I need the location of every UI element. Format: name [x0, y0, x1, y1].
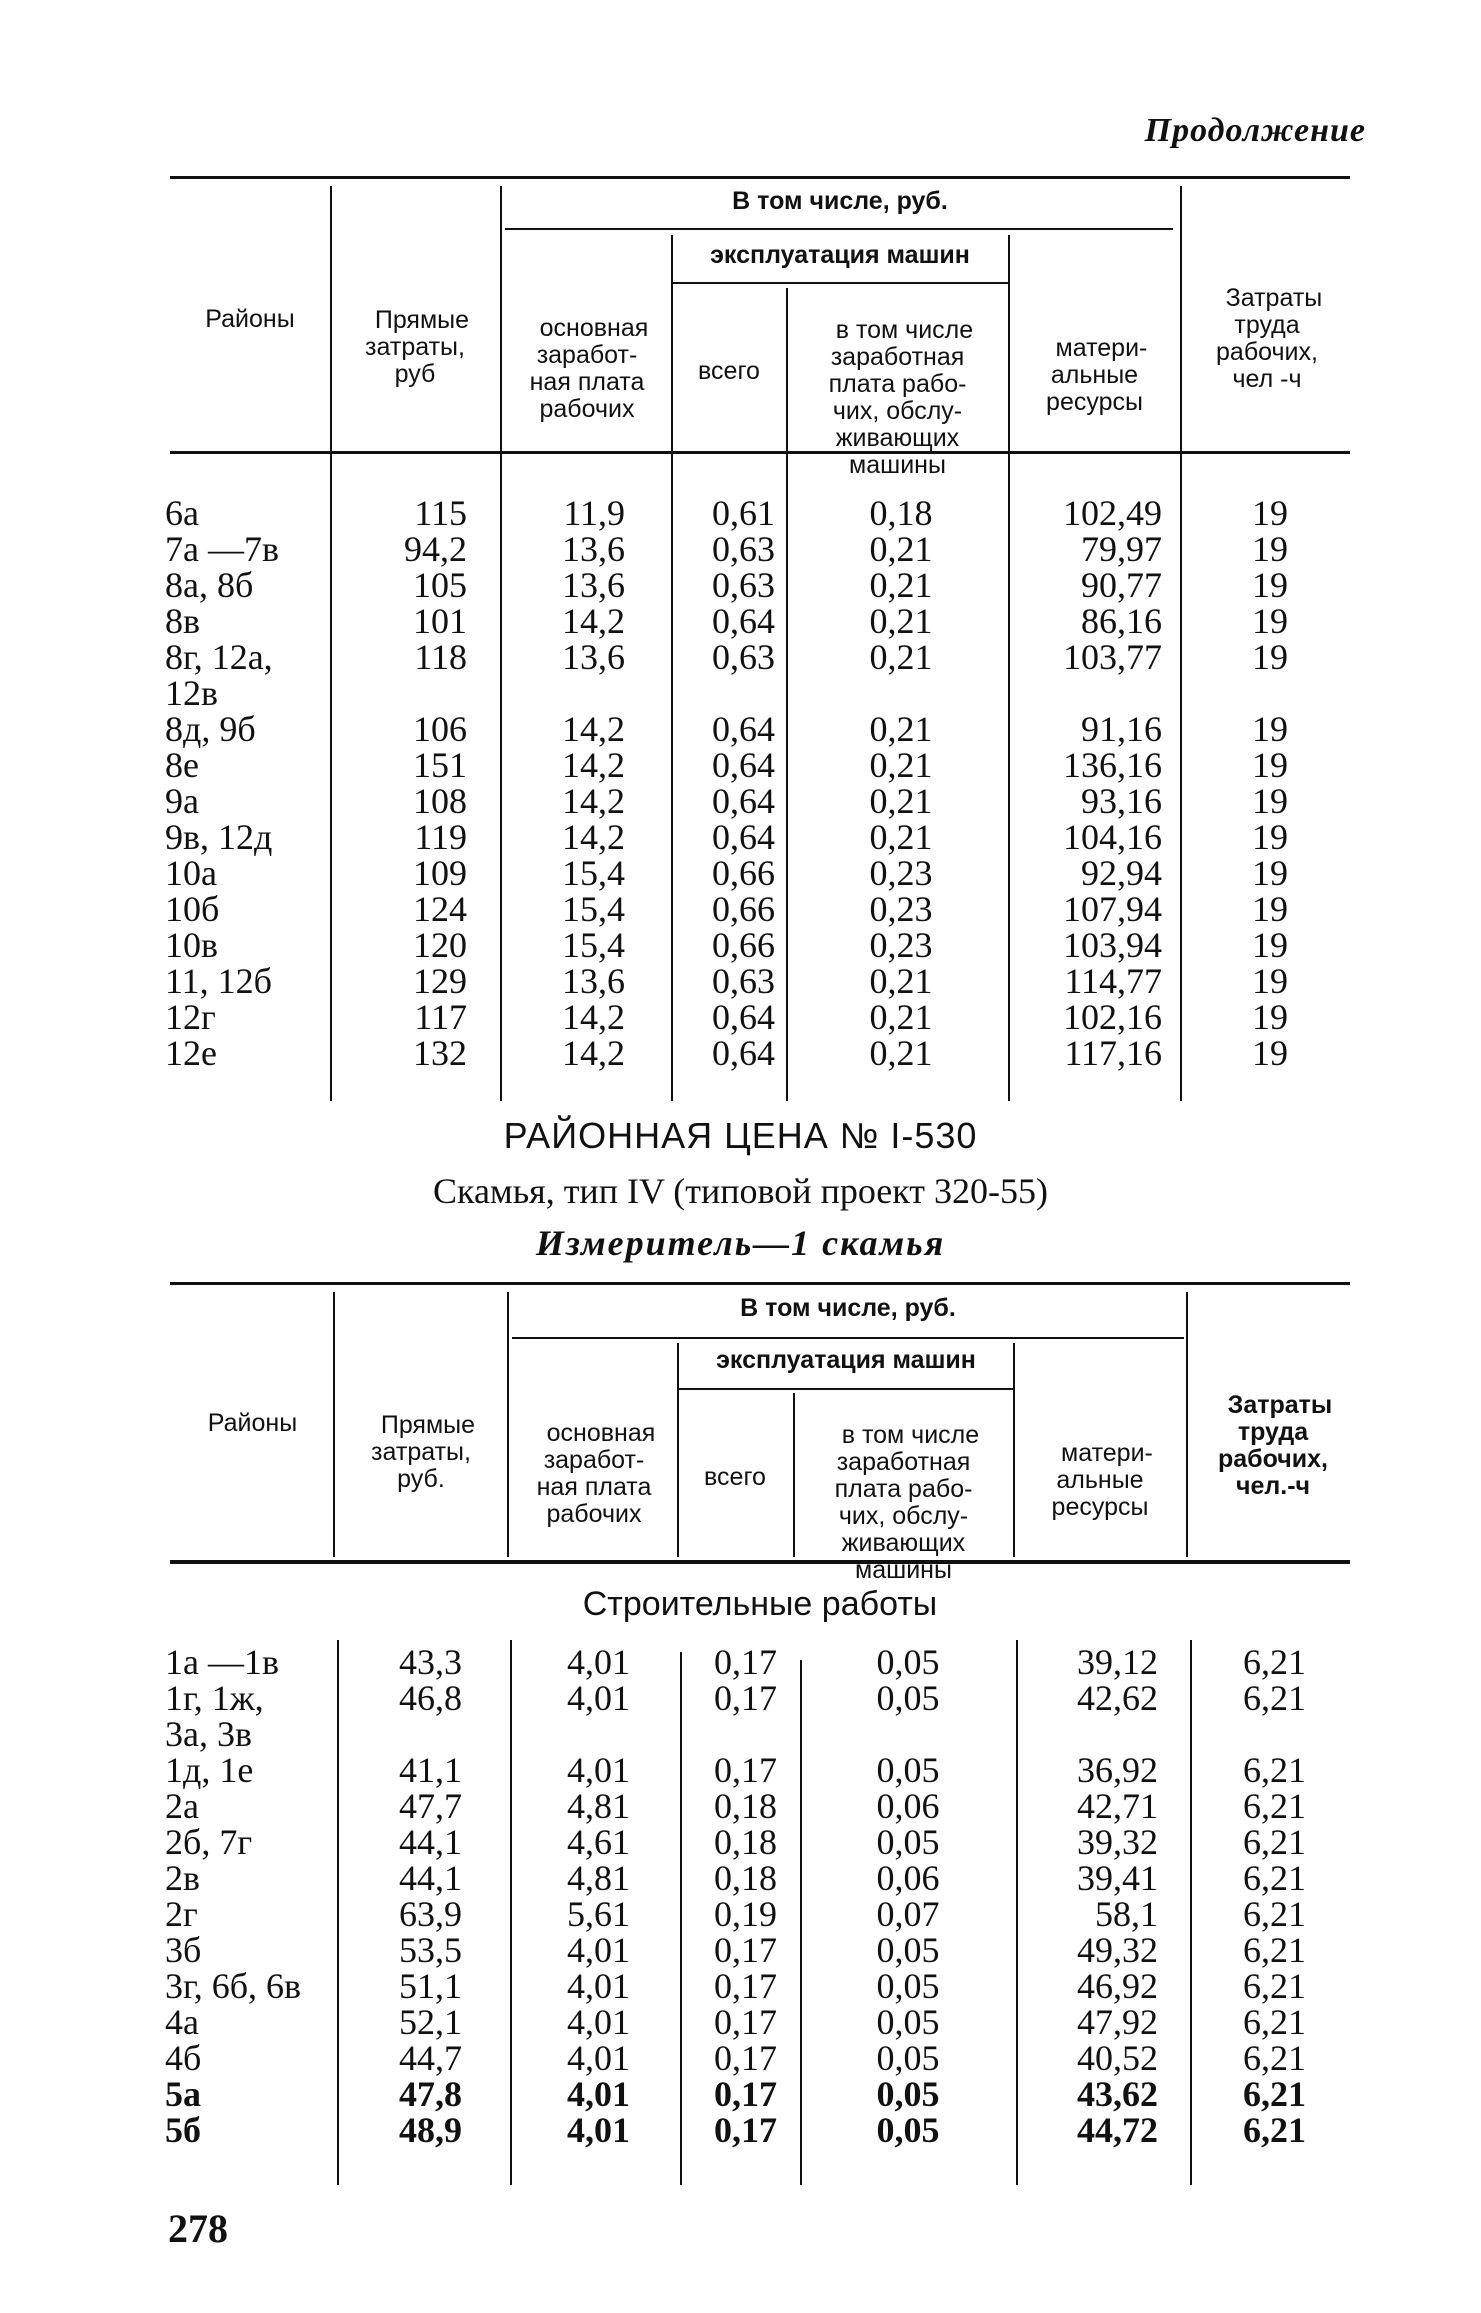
table-cell: 14,2	[562, 997, 625, 1037]
table-cell: 19	[1252, 961, 1288, 1001]
table2-col-zatraty	[1192, 1644, 1357, 2148]
table-cell: 117,16	[1064, 1033, 1162, 1073]
table-cell: 0,21	[869, 709, 933, 749]
table-cell: 4,01	[567, 2002, 630, 2042]
header-rayony: Районы	[205, 305, 295, 333]
header-v-tom-chisle: В том числе, руб.	[732, 187, 948, 215]
table1-vline	[1008, 235, 1010, 1101]
table-cell: 46,92	[1077, 1966, 1158, 2006]
table1-col-zp	[795, 495, 1007, 1071]
table-cell: 6,21	[1243, 1642, 1306, 1682]
header-osnovnaya: основная заработ- ная плата рабочих	[529, 314, 649, 423]
header-vsego: всего	[704, 1463, 766, 1491]
table-cell: 0,63	[712, 529, 775, 569]
table-cell: 44,7	[399, 2038, 462, 2078]
table-cell: 6,21	[1243, 2038, 1306, 2078]
header-vsego: всего	[698, 357, 760, 385]
table-cell: 19	[1252, 853, 1288, 893]
table-cell: 49,32	[1077, 1930, 1158, 1970]
table-cell: 6,21	[1243, 1822, 1306, 1862]
table-cell: 19	[1252, 709, 1288, 749]
table-cell: 4,61	[567, 1822, 630, 1862]
table-cell: 103,77	[1063, 637, 1162, 677]
table-cell: 6,21	[1243, 1678, 1306, 1718]
table-cell: 0,07	[876, 1894, 940, 1934]
table-cell: 12в	[165, 673, 218, 713]
table-cell: 1а —1в	[165, 1642, 279, 1682]
table-cell: 58,1	[1095, 1894, 1158, 1934]
table-cell: 0,18	[714, 1822, 777, 1862]
table2-vline	[1013, 1343, 1015, 1557]
table1-group-rule	[505, 228, 1173, 230]
table-cell: 0,05	[876, 2074, 940, 2114]
table-cell: 8г, 12а,	[165, 637, 273, 677]
table-cell: 6а	[165, 493, 199, 533]
table-cell: 0,17	[714, 2002, 777, 2042]
header-zp: в том числе заработная плата рабо- чих, обслу- живающих машины	[828, 316, 974, 479]
table2-body-vline	[337, 1640, 339, 2185]
table-cell: 8е	[165, 745, 199, 785]
table-cell: 39,32	[1077, 1822, 1158, 1862]
table-cell: 12е	[165, 1033, 217, 1073]
table-cell: 4,81	[567, 1858, 630, 1898]
table-cell: 4,01	[567, 2110, 630, 2150]
table1-col-zatraty	[1185, 495, 1355, 1071]
table-cell: 132	[413, 1033, 467, 1073]
table1-vline	[786, 288, 788, 1101]
table-cell: 8в	[165, 601, 200, 641]
table-cell: 107,94	[1063, 889, 1162, 929]
table-cell: 114,77	[1064, 961, 1162, 1001]
header-pryamye: Прямые затраты, руб.	[371, 1411, 476, 1493]
price-title: РАЙОННАЯ ЦЕНА № I-530	[503, 1115, 978, 1156]
table-cell: 108	[413, 781, 467, 821]
table-cell: 6,21	[1243, 1894, 1306, 1934]
table-cell: 42,71	[1077, 1786, 1158, 1826]
table1-col-rayony	[165, 495, 330, 1071]
table-cell: 2г	[165, 1894, 198, 1934]
table2-subgroup-rule	[678, 1388, 1013, 1390]
table2-top-rule	[170, 1282, 1350, 1285]
table-cell: 6,21	[1243, 1930, 1306, 1970]
table-cell: 0,21	[869, 745, 933, 785]
table-cell: 47,8	[399, 2074, 462, 2114]
table-cell: 19	[1252, 781, 1288, 821]
table-cell: 4,01	[567, 1678, 630, 1718]
table-cell: 0,06	[876, 1786, 940, 1826]
table1-col-osnovnaya	[505, 495, 625, 1071]
table-cell: 0,18	[714, 1786, 777, 1826]
table-cell: 93,16	[1081, 781, 1162, 821]
table-cell: 0,64	[712, 817, 775, 857]
table-cell: 12г	[165, 997, 216, 1037]
table-cell	[340, 1716, 462, 1752]
table2-vline	[793, 1393, 795, 1557]
header-materialnye: матери- альные ресурсы	[1051, 1439, 1153, 1521]
table-cell: 0,17	[714, 1678, 777, 1718]
table-cell	[512, 1716, 630, 1752]
table-cell: 44,72	[1077, 2110, 1158, 2150]
table-cell	[505, 675, 625, 711]
table-cell: 44,1	[399, 1822, 462, 1862]
table-cell: 19	[1252, 997, 1288, 1037]
header-osnovnaya: основная заработ- ная плата рабочих	[536, 1419, 656, 1528]
table-cell: 4,01	[567, 2038, 630, 2078]
table-cell: 15,4	[562, 853, 625, 893]
table-cell: 0,66	[712, 853, 775, 893]
table-cell: 6,21	[1243, 1966, 1306, 2006]
table-cell: 19	[1252, 889, 1288, 929]
table-cell: 124	[413, 889, 467, 929]
table-cell: 109	[413, 853, 467, 893]
table-cell: 129	[413, 961, 467, 1001]
table-cell: 14,2	[562, 817, 625, 857]
table-cell: 106	[413, 709, 467, 749]
table-cell: 0,66	[712, 889, 775, 929]
table-cell: 11,9	[563, 493, 625, 533]
table-cell: 40,52	[1077, 2038, 1158, 2078]
table-cell: 92,94	[1081, 853, 1162, 893]
table-cell: 51,1	[399, 1966, 462, 2006]
table-cell: 4,01	[567, 1966, 630, 2006]
table-cell: 19	[1252, 601, 1288, 641]
table-cell: 42,62	[1077, 1678, 1158, 1718]
table-cell: 0,17	[714, 1966, 777, 2006]
table-cell: 0,64	[712, 601, 775, 641]
table-cell: 0,21	[869, 637, 933, 677]
table-cell: 6,21	[1243, 1858, 1306, 1898]
table-cell: 1г, 1ж,	[165, 1678, 264, 1718]
table-cell: 115	[414, 493, 467, 533]
table-cell	[675, 675, 775, 711]
table-cell: 11, 12б	[165, 961, 272, 1001]
table-cell: 14,2	[562, 1033, 625, 1073]
table-cell: 63,9	[399, 1894, 462, 1934]
continuation-label: Продолжение	[1144, 112, 1366, 149]
table2-col-rayony	[165, 1644, 335, 2148]
table1-header-rule	[170, 451, 1350, 454]
table-cell: 103,94	[1063, 925, 1162, 965]
table-cell: 41,1	[399, 1750, 462, 1790]
table-cell: 3г, 6б, 6в	[165, 1966, 302, 2006]
table-cell: 6,21	[1243, 2110, 1306, 2150]
table-cell	[682, 1716, 777, 1752]
table-cell: 102,16	[1063, 997, 1162, 1037]
section-title: Строительные работы	[582, 1585, 938, 1623]
table-cell: 2а	[165, 1786, 199, 1826]
table-cell: 19	[1252, 817, 1288, 857]
table-cell: 151	[413, 745, 467, 785]
table-cell: 0,19	[714, 1894, 777, 1934]
table2-vline	[333, 1292, 335, 1557]
table-cell: 0,21	[869, 817, 933, 857]
table-cell: 39,12	[1077, 1642, 1158, 1682]
table-cell: 10б	[165, 889, 220, 929]
table-cell: 6,21	[1243, 1786, 1306, 1826]
measure-unit: Измеритель—1 скамья	[535, 1223, 946, 1263]
table-cell: 0,21	[869, 961, 933, 1001]
table2-vline	[1186, 1292, 1188, 1557]
table-cell: 0,64	[712, 745, 775, 785]
table-cell: 44,1	[399, 1858, 462, 1898]
table-cell: 0,05	[876, 1930, 940, 1970]
table-cell: 7а —7в	[165, 529, 279, 569]
table-cell: 136,16	[1063, 745, 1162, 785]
table-cell: 5б	[165, 2110, 201, 2150]
table-cell: 0,21	[869, 601, 933, 641]
table-cell: 10а	[165, 853, 217, 893]
table1-vline	[330, 186, 332, 1101]
header-rayony: Районы	[207, 1409, 298, 1437]
table-cell: 0,17	[714, 1642, 777, 1682]
table-cell: 4а	[165, 2002, 199, 2042]
table-cell: 0,23	[869, 925, 933, 965]
header-pryamye: Прямые затраты, руб	[365, 306, 470, 388]
table2-col-pryamye	[340, 1644, 462, 2148]
header-materialnye: матери- альные ресурсы	[1046, 334, 1148, 416]
table-cell: 13,6	[562, 961, 625, 1001]
table-cell: 0,21	[869, 1033, 933, 1073]
table-cell: 0,05	[876, 1678, 940, 1718]
header-zatraty: Затраты труда рабочих, чел -ч	[1216, 284, 1323, 393]
table-cell: 102,49	[1063, 493, 1162, 533]
table-cell: 120	[413, 925, 467, 965]
table-cell: 0,05	[876, 2038, 940, 2078]
table-cell: 15,4	[562, 889, 625, 929]
table-cell: 4,01	[567, 1750, 630, 1790]
table-cell: 6,21	[1243, 2074, 1306, 2114]
table-cell: 14,2	[562, 781, 625, 821]
table-cell: 101	[413, 601, 467, 641]
table-cell: 0,05	[876, 2002, 940, 2042]
table-cell: 14,2	[562, 745, 625, 785]
table-cell: 47,92	[1077, 2002, 1158, 2042]
table-cell: 1д, 1е	[165, 1750, 254, 1790]
table-cell	[795, 675, 1007, 711]
table-cell: 0,17	[714, 2110, 777, 2150]
table2-col-osnovnaya	[512, 1644, 630, 2148]
table-cell: 3б	[165, 1930, 202, 1970]
header-zp: в том числе заработная плата рабо- чих, обслу- живающих машины	[834, 1421, 980, 1584]
table-cell: 8д, 9б	[165, 709, 256, 749]
table-cell: 0,21	[869, 997, 933, 1037]
table2-header-rule	[170, 1560, 1350, 1564]
table-cell: 52,1	[399, 2002, 462, 2042]
table-cell: 19	[1252, 1033, 1288, 1073]
table-cell: 94,2	[404, 529, 467, 569]
table-cell: 9в, 12д	[165, 817, 273, 857]
table-cell	[1018, 1716, 1158, 1752]
table1-col-pryamye	[335, 495, 467, 1071]
table1-col-materialnye	[1012, 495, 1162, 1071]
table-cell	[1192, 1716, 1357, 1752]
table-cell: 117	[414, 997, 467, 1037]
table-cell: 4,01	[567, 2074, 630, 2114]
table-cell	[1185, 675, 1355, 711]
table1-col-vsego	[675, 495, 775, 1071]
table-cell: 79,97	[1081, 529, 1162, 569]
page-number: 278	[168, 2206, 228, 2251]
table-cell: 0,18	[714, 1858, 777, 1898]
table-cell: 0,05	[876, 1822, 940, 1862]
table-cell: 2в	[165, 1858, 200, 1898]
table1-vline	[500, 186, 502, 1101]
header-zatraty: Затраты труда рабочих, чел.-ч	[1218, 1391, 1333, 1500]
table-cell: 0,66	[712, 925, 775, 965]
table-cell: 13,6	[562, 637, 625, 677]
table-cell: 19	[1252, 493, 1288, 533]
table1-subgroup-rule	[672, 282, 1008, 284]
table-cell: 0,05	[876, 2110, 940, 2150]
table-cell: 9а	[165, 781, 199, 821]
table-cell: 90,77	[1081, 565, 1162, 605]
table-cell: 4б	[165, 2038, 202, 2078]
table-cell: 6,21	[1243, 1750, 1306, 1790]
table1-vline	[1180, 186, 1182, 1101]
table-cell: 4,01	[567, 1642, 630, 1682]
table-cell: 53,5	[399, 1930, 462, 1970]
table-cell: 0,63	[712, 565, 775, 605]
table-cell	[1012, 675, 1162, 711]
table-cell: 14,2	[562, 709, 625, 749]
table-cell: 0,21	[869, 781, 933, 821]
table-cell: 105	[413, 565, 467, 605]
table-cell: 104,16	[1063, 817, 1162, 857]
table-cell: 0,21	[869, 565, 933, 605]
price-subtitle: Скамья, тип IV (типовой проект 320-55)	[433, 1171, 1048, 1211]
table-cell: 15,4	[562, 925, 625, 965]
table-cell: 0,17	[714, 2074, 777, 2114]
table-cell: 13,6	[562, 529, 625, 569]
table-cell: 0,61	[712, 493, 775, 533]
table-cell: 0,64	[712, 997, 775, 1037]
table-cell: 19	[1252, 565, 1288, 605]
table-cell: 2б, 7г	[165, 1822, 253, 1862]
table2-vline	[507, 1292, 509, 1557]
table-cell: 0,64	[712, 781, 775, 821]
header-v-tom-chisle: В том числе, руб.	[740, 1294, 956, 1322]
table-cell: 119	[414, 817, 467, 857]
table-cell: 4,81	[567, 1786, 630, 1826]
table-cell: 13,6	[562, 565, 625, 605]
table-cell	[335, 675, 467, 711]
table-cell: 0,05	[876, 1642, 940, 1682]
table-cell: 0,64	[712, 709, 775, 749]
table-cell: 46,8	[399, 1678, 462, 1718]
table-cell: 91,16	[1081, 709, 1162, 749]
table-cell: 5,61	[567, 1894, 630, 1934]
table-cell: 0,21	[869, 529, 933, 569]
table-cell: 0,23	[869, 853, 933, 893]
header-ekspluatatsiya: эксплуатация машин	[710, 241, 970, 269]
table-cell: 4,01	[567, 1930, 630, 1970]
table-cell: 39,41	[1077, 1858, 1158, 1898]
table-cell: 36,92	[1077, 1750, 1158, 1790]
table2-group-rule	[512, 1337, 1184, 1339]
table-cell: 0,17	[714, 1930, 777, 1970]
table-cell: 5а	[165, 2074, 201, 2114]
table-cell: 19	[1252, 925, 1288, 965]
table-cell: 47,7	[399, 1786, 462, 1826]
table-cell: 0,64	[712, 1033, 775, 1073]
table-cell: 43,62	[1077, 2074, 1158, 2114]
table-cell: 0,63	[712, 961, 775, 1001]
table2-vline	[677, 1343, 679, 1557]
table-cell: 14,2	[562, 601, 625, 641]
table-cell	[802, 1716, 1014, 1752]
table-cell: 0,06	[876, 1858, 940, 1898]
table2-col-vsego	[682, 1644, 777, 2148]
table-cell: 3а, 3в	[165, 1714, 252, 1754]
table-cell: 19	[1252, 529, 1288, 569]
table-cell: 0,63	[712, 637, 775, 677]
table-cell: 0,18	[869, 493, 933, 533]
table-cell: 0,17	[714, 1750, 777, 1790]
table-cell: 118	[414, 637, 467, 677]
table-cell: 0,23	[869, 889, 933, 929]
table-cell: 19	[1252, 637, 1288, 677]
table1-top-rule	[170, 176, 1350, 179]
table-cell: 8а, 8б	[165, 565, 254, 605]
table-cell: 48,9	[399, 2110, 462, 2150]
table2-col-zp	[802, 1644, 1014, 2148]
table-cell: 0,05	[876, 1966, 940, 2006]
header-ekspluatatsiya: эксплуатация машин	[716, 1346, 976, 1374]
table-cell: 10в	[165, 925, 218, 965]
table-cell: 86,16	[1081, 601, 1162, 641]
table1-vline	[671, 235, 673, 1101]
table-cell: 0,17	[714, 2038, 777, 2078]
table-cell: 43,3	[399, 1642, 462, 1682]
table-cell: 0,05	[876, 1750, 940, 1790]
table2-col-materialnye	[1018, 1644, 1158, 2148]
table-cell: 6,21	[1243, 2002, 1306, 2042]
table-cell: 19	[1252, 745, 1288, 785]
